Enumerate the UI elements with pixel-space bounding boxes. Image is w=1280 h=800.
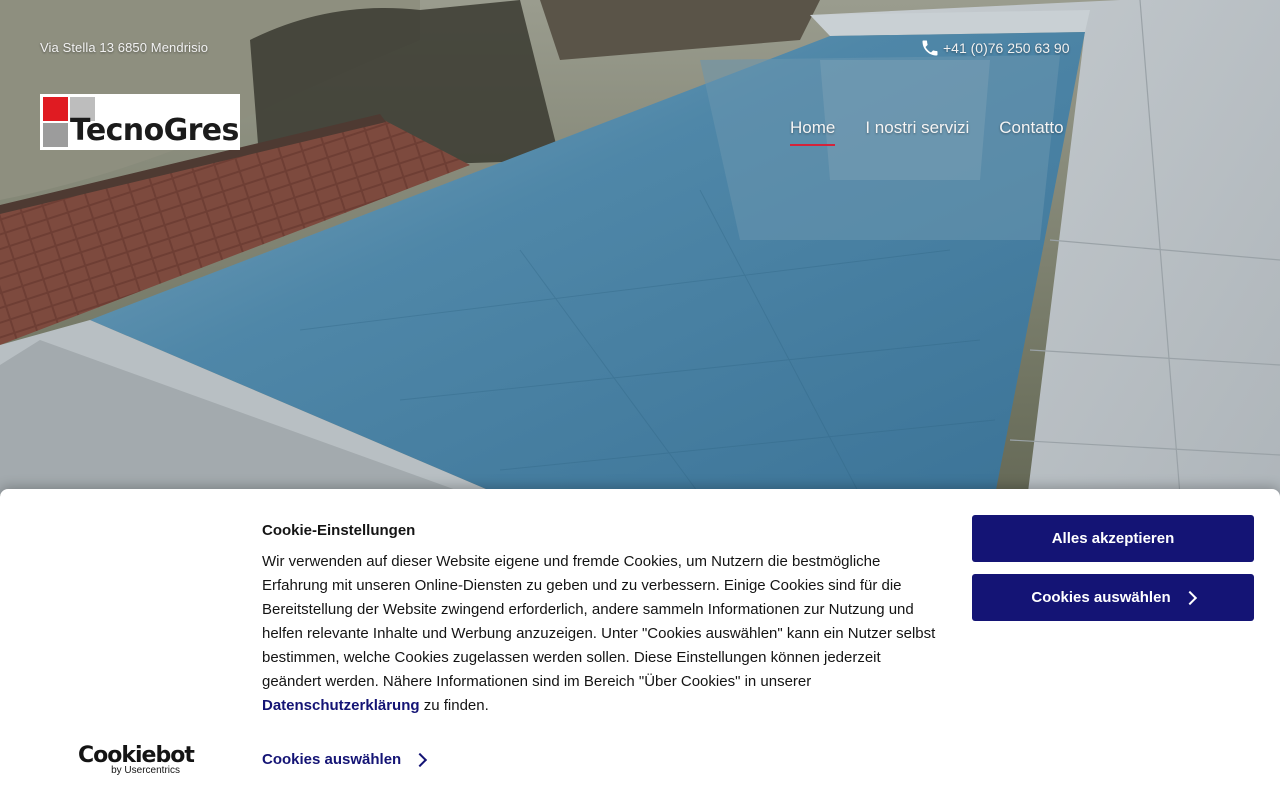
cookie-banner-text [262,550,942,718]
cookie-banner [0,489,1280,800]
phone-link[interactable] [920,38,1070,58]
accept-all-label: Alles akzeptieren [1051,530,1175,547]
nav-item-services[interactable]: I nostri servizi [865,118,970,137]
company-address: Via Stella 13 6850 Mendrisio [40,40,209,55]
cookiebot-logo[interactable] [78,743,194,780]
privacy-policy-link[interactable]: Datenschutzerklärung [262,697,420,714]
cookie-body-suffix: zu finden. [419,697,489,714]
cookie-body-text: Wir verwenden auf dieser Website eigene und fremde Cookies, um Nutzern die bestmögliche Erfahrung mit unseren Online-Diensten zu geben und zu verbessern. Einige Cookies sind für die Bereitstellung der Website zwingend erforderlich, andere sammeln Informationen zur Nutzung und helfen relevante Inhalte und Werbung anzuzeigen. Unter "Cookies auswählen" kann ein Nutzer selbst bestimmen, welche Cookies zugelassen werden sollen. Diese Einstellungen können jederzeit geändert werden. Nähere Informationen sind im Bereich "Über Cookies" in unserer [262,553,936,690]
logo-text: TecnoGres [70,113,239,148]
nav-item-contact[interactable]: Contatto [999,118,1064,137]
tecnogres-logo[interactable] [40,94,240,150]
select-cookies-link[interactable] [262,751,425,768]
select-cookies-label: Cookies auswählen [1031,589,1171,606]
cookiebot-brand: Cookiebot [78,743,194,768]
accept-all-button[interactable] [972,515,1254,562]
nav-item-home[interactable]: Home [790,118,835,146]
chevron-right-icon [413,752,427,766]
select-cookies-link-label: Cookies auswählen [262,751,402,768]
phone-icon [920,38,940,58]
main-nav [790,118,1064,146]
cookie-banner-title: Cookie-Einstellungen [262,522,416,539]
select-cookies-button[interactable] [972,574,1254,621]
phone-number: +41 (0)76 250 63 90 [943,40,1070,56]
cookiebot-brand-sub: by Usercentrics [111,765,180,776]
chevron-right-icon [1183,590,1197,604]
